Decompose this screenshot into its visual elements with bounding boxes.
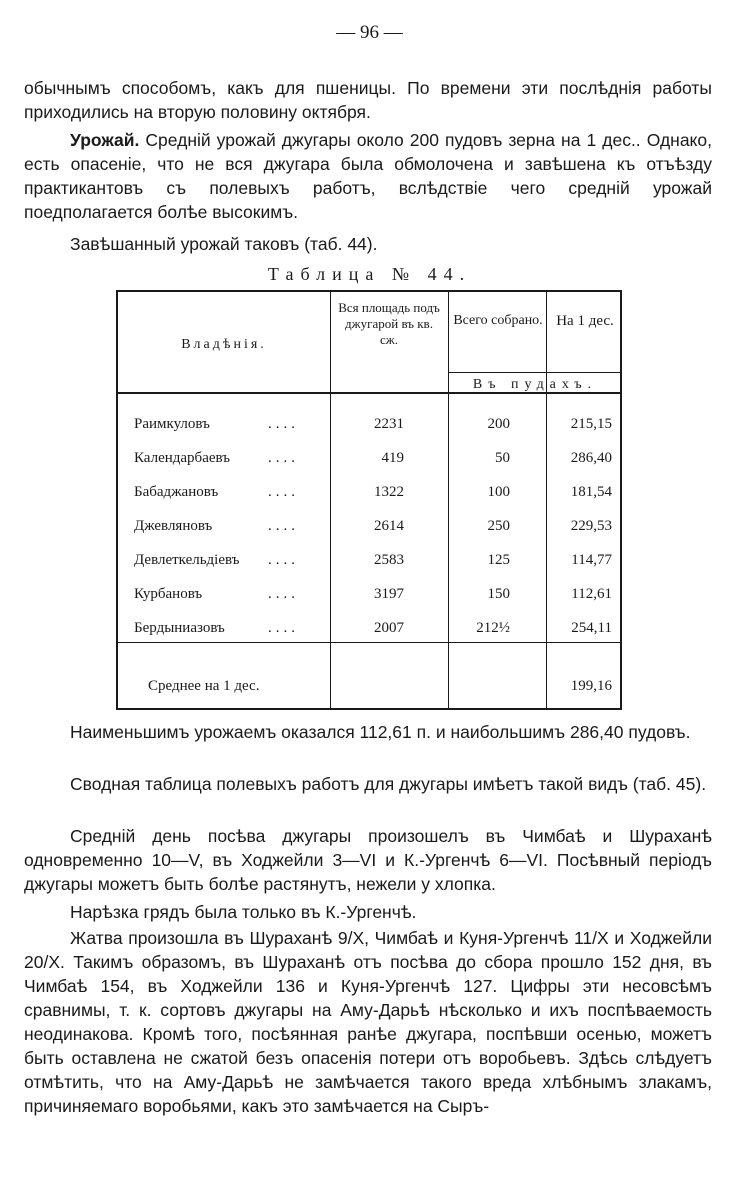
leader-dots: .... (268, 586, 299, 602)
row-per-des: 286,40 (570, 450, 612, 466)
row-per-des: 229,53 (570, 518, 612, 534)
footer-label: Среднее на 1 дес. (148, 678, 260, 694)
leader-dots: .... (268, 484, 299, 500)
units-rule (448, 372, 622, 373)
header-owner: Владѣнiя. (181, 337, 267, 352)
row-per-des: 181,54 (570, 484, 612, 500)
table-col-divider (330, 292, 331, 708)
row-area: 2231 (374, 416, 404, 432)
harvest-lead-word: Урожай. (70, 130, 140, 150)
paragraph-table-ref: Завѣшанный урожай таковъ (таб. 44). (70, 234, 378, 254)
paragraph-harvest (24, 128, 712, 224)
row-owner-name: Девлеткельдiевъ (134, 552, 240, 568)
leader-dots: .... (268, 620, 299, 636)
row-area: 419 (381, 450, 404, 466)
page-number: — 96 — (336, 22, 403, 43)
header-total: Всего собрано. (453, 313, 543, 328)
row-per-des: 114,77 (571, 552, 612, 568)
leader-dots: .... (268, 416, 299, 432)
paragraph-continuation: обычнымъ способомъ, какъ для пшеницы. По времени эти послѣднія работы приходились на вторую половину октября. (24, 78, 712, 122)
row-per-des: 254,11 (571, 620, 612, 636)
row-area: 1322 (374, 484, 404, 500)
paragraph-summary-table: Сводная таблица полевыхъ работъ для джугары имѣетъ такой видъ (таб. 45). (70, 774, 707, 794)
row-area: 3197 (374, 586, 404, 602)
paragraph-sowing: Среднiй день посѣва джугары произошелъ въ Чимбаѣ и Шураханѣ одновременно 10—V, въ Ходжейли 3—VI и К.-Ургенчѣ 6—VI. Посѣвный перiодъ джугары можетъ быть болѣе растянутъ, нежели у хлопка. (24, 826, 712, 894)
row-total: 150 (487, 586, 510, 602)
row-owner-name: Бердыниазовъ (134, 620, 225, 636)
row-total: 212½ (476, 620, 510, 636)
paragraph-reaping: Жатва произошла въ Шураханѣ 9/X, Чимбаѣ и Куня-Ургенчѣ 11/X и Ходжейли 20/X. Такимъ образомъ, въ Шураханѣ отъ посѣва до сбора прошло 152 дня, въ Чимбаѣ 154, въ Ходжейли 136 и Куня-Ургенчѣ 127. Цифры эти несовсѣмъ сравнимы, т. к. сортовъ джугары на Аму-Дарьѣ нѣсколько и ихъ поспѣваемость неодинакова. Кромѣ того, посѣянная ранѣе джугара, поспѣвши осенью, можетъ быть оставлена не сжатой безъ опасенiя потери отъ воробьевъ. Здѣсь слѣдуетъ отмѣтить, что на Аму-Дарьѣ не замѣчается такого вреда хлѣбнымъ злакамъ, причиняемаго воробьями, какъ это замѣчается на Сыръ- (24, 928, 712, 1116)
row-total: 100 (487, 484, 510, 500)
paragraph-beds: Нарѣзка грядъ была только въ К.-Ургенчѣ. (70, 902, 417, 922)
header-units: Въ пудахъ. (472, 377, 598, 392)
row-area: 2007 (374, 620, 404, 636)
table-col-divider (546, 292, 547, 708)
harvest-text: Среднiй урожай джугары около 200 пудовъ зерна на 1 дес.. Однако, есть опасенiе, что не вся джугара была обмолочена и завѣшена къ отъѣзду практикантовъ съ полевыхъ работъ, вслѣдствiе чего среднiй урожай поедполагается болѣе высокимъ. (24, 130, 712, 222)
row-area: 2583 (374, 552, 404, 568)
table-col-divider (448, 292, 449, 708)
header-area: Вся площадь подъ джугарой въ кв. сж. (338, 300, 440, 347)
row-owner-name: Бабаджановъ (134, 484, 219, 500)
row-total: 50 (495, 450, 510, 466)
footer-value: 199,16 (570, 678, 612, 694)
header-per-des: На 1 дес. (556, 313, 614, 329)
row-owner-name: Раимкуловъ (134, 416, 210, 432)
harvest-table (116, 290, 622, 710)
leader-dots: .... (268, 518, 299, 534)
row-area: 2614 (374, 518, 404, 534)
row-owner-name: Джевляновъ (134, 518, 213, 534)
table-caption: Таблица № 44. (267, 264, 472, 284)
row-owner-name: Календарбаевъ (134, 450, 230, 466)
leader-dots: .... (268, 552, 299, 568)
row-owner-name: Курбановъ (134, 586, 203, 602)
row-total: 200 (487, 416, 510, 432)
row-per-des: 112,61 (571, 586, 612, 602)
row-per-des: 215,15 (570, 416, 612, 432)
row-total: 250 (487, 518, 510, 534)
leader-dots: .... (268, 450, 299, 466)
row-total: 125 (487, 552, 510, 568)
paragraph-min-max: Наименьшимъ урожаемъ оказался 112,61 п. и наибольшимъ 286,40 пудовъ. (70, 722, 691, 742)
table-footer-rule (118, 642, 620, 643)
